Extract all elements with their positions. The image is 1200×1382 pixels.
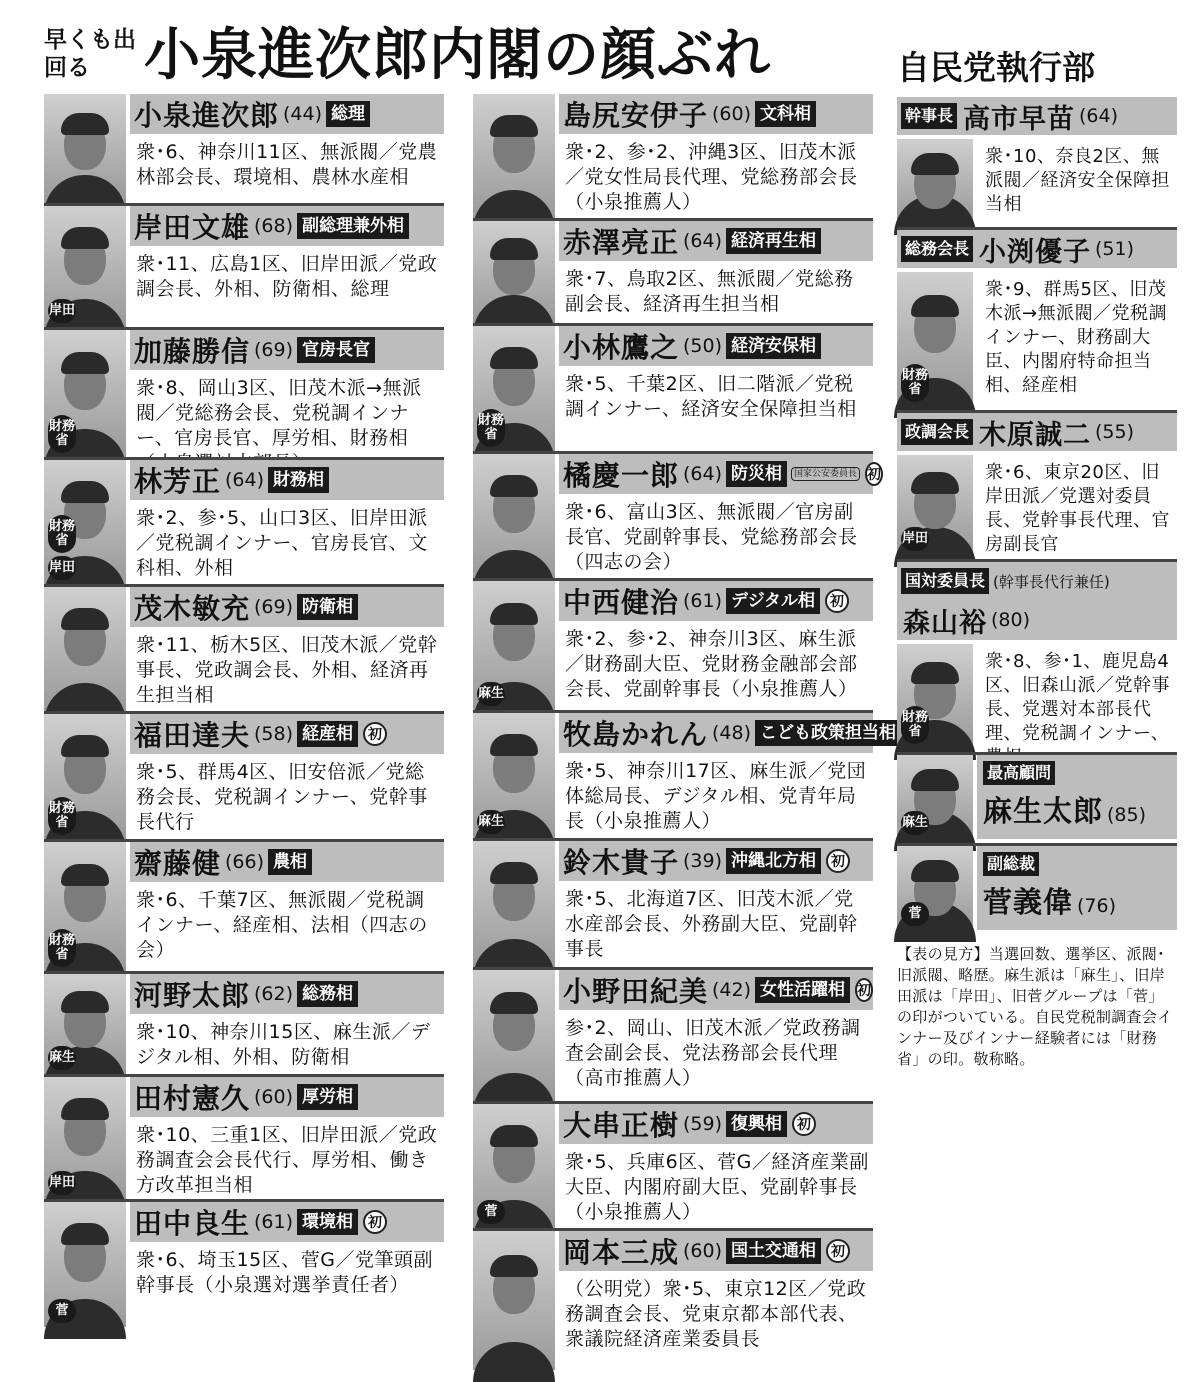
first-appointment-mark: 初 xyxy=(825,589,849,613)
portrait-photo xyxy=(897,755,973,839)
executive-entry xyxy=(897,410,1177,555)
cabinet-post-label: 経済安保相 xyxy=(726,333,821,359)
minister-name: 河野太郎 xyxy=(134,979,251,1012)
minister-name: 岸田文雄 xyxy=(134,211,251,244)
portrait-hair xyxy=(490,347,538,369)
portrait-hair xyxy=(61,864,109,886)
portrait-photo xyxy=(473,1231,555,1370)
page-title: 小泉進次郎内閣の顔ぶれ xyxy=(144,23,771,88)
portrait-photo xyxy=(473,841,555,967)
executive-bio: 衆･10、奈良2区、無派閥／経済安全保障担当相 xyxy=(985,146,1170,215)
minister-name-bar xyxy=(559,581,873,621)
minister-entry xyxy=(44,711,444,839)
minister-entry xyxy=(44,1074,444,1199)
portrait-hair xyxy=(911,295,959,317)
cabinet-post-label: 財務相 xyxy=(268,467,329,493)
first-appointment-mark: 初 xyxy=(792,1112,816,1136)
minister-age: (60) xyxy=(712,103,752,125)
faction-badge: 財務省 xyxy=(477,409,505,447)
first-appointment-mark: 初 xyxy=(826,849,850,873)
minister-name: 小林鷹之 xyxy=(563,331,680,364)
executive-body xyxy=(897,640,1177,748)
portrait-photo xyxy=(44,206,126,327)
portrait-hair xyxy=(61,735,109,757)
faction-badge: 財務省 xyxy=(48,415,76,453)
faction-badges xyxy=(901,364,929,402)
minister-name: 茂木敏充 xyxy=(134,592,251,625)
executive-title-bar xyxy=(897,230,1177,268)
minister-bio: 衆･6、千葉7区、無派閥／党税調インナー、経産相、法相（四志の会） xyxy=(136,889,428,961)
page-header xyxy=(44,22,884,92)
portrait-shoulders xyxy=(473,1342,555,1382)
faction-badges xyxy=(48,797,76,835)
minister-entry xyxy=(473,578,873,710)
faction-badges xyxy=(48,1046,76,1070)
portrait-photo xyxy=(473,713,555,838)
portrait-hair xyxy=(490,1255,538,1277)
party-post-label: 政調会長 xyxy=(901,419,973,445)
portrait-hair xyxy=(490,862,538,884)
faction-badge: 財務省 xyxy=(48,929,76,967)
minister-entry xyxy=(44,971,444,1074)
exec-column xyxy=(897,97,1177,1070)
portrait-photo xyxy=(473,221,555,323)
first-appointment-mark: 初 xyxy=(865,462,883,486)
faction-badge: 岸田 xyxy=(901,527,929,551)
minister-bio: 衆･10、三重1区、旧岸田派／党政務調査会会長代行、厚労相、働き方改革担当相 xyxy=(136,1124,438,1196)
minister-bio: 衆･2、参･5、山口3区、旧岸田派／党税調インナー、官房長官、文科相、外相 xyxy=(136,507,428,579)
minister-name-bar xyxy=(559,1231,873,1271)
faction-badges xyxy=(48,929,76,967)
portrait-photo xyxy=(473,581,555,710)
advisor-age: (85) xyxy=(1107,804,1147,826)
minister-entry xyxy=(44,327,444,457)
cabinet-post-label: 女性活躍相 xyxy=(755,977,850,1003)
faction-badges xyxy=(477,1200,505,1224)
minister-age: (69) xyxy=(254,339,294,361)
portrait-photo xyxy=(897,846,973,930)
minister-bio: 衆･5、兵庫6区、菅G／経済産業副大臣、内閣府副大臣、党副幹事長（小泉推薦人） xyxy=(565,1151,869,1223)
minister-name-bar xyxy=(130,1077,444,1117)
legend-note: 【表の見方】当選回数、選挙区、派閥･旧派閥、略歴。麻生派は「麻生」、旧岸田派は「岸田」、旧菅グループは「菅」の印がついている。自民党税制調査会インナー及びインナー経験者には「財務省」の印。敬称略。 xyxy=(897,945,1173,1068)
minister-entry xyxy=(473,94,873,218)
portrait-hair xyxy=(911,153,959,175)
minister-entry xyxy=(473,967,873,1101)
faction-badge: 岸田 xyxy=(48,556,76,580)
advisor-info xyxy=(977,846,1177,930)
minister-bio: 衆･8、岡山3区、旧茂木派→無派閥／党総務会長、党税調インナー、官房長官、厚労相、財務相 xyxy=(136,377,422,449)
portrait-photo xyxy=(44,330,126,457)
portrait-photo xyxy=(473,970,555,1101)
minister-bio: 衆･10、神奈川15区、麻生派／デジタル相、外相、防衛相 xyxy=(136,1021,431,1068)
minister-entry xyxy=(44,203,444,327)
concurrent-post-note: 国家公安委員長 xyxy=(791,467,860,481)
executive-body xyxy=(897,135,1177,223)
minister-name-bar xyxy=(559,326,873,366)
faction-badge: 麻生 xyxy=(48,1046,76,1070)
minister-name: 齋藤健 xyxy=(134,847,222,880)
minister-bio: 衆･6、富山3区、無派閥／官房副長官、党副幹事長、党総務部会長（四志の会） xyxy=(565,501,858,573)
faction-badge: 財務省 xyxy=(901,364,929,402)
minister-name-bar xyxy=(130,206,444,246)
executive-title-bar xyxy=(897,97,1177,135)
minister-entry xyxy=(473,710,897,838)
portrait-photo xyxy=(473,454,555,578)
cabinet-post-label: 環境相 xyxy=(297,1209,358,1235)
portrait-hair xyxy=(61,481,109,503)
minister-entry xyxy=(473,218,873,323)
portrait-hair xyxy=(61,352,109,374)
minister-name-bar xyxy=(130,94,444,134)
faction-badges xyxy=(48,515,76,580)
minister-name-bar xyxy=(130,1202,444,1242)
portrait-photo xyxy=(473,94,555,218)
executive-title-bar xyxy=(897,562,1177,600)
executive-name-row xyxy=(897,600,1177,640)
cabinet-post-label: 経済再生相 xyxy=(726,228,821,254)
minister-name: 岡本三成 xyxy=(563,1236,680,1269)
cabinet-post-label: 農相 xyxy=(268,849,312,875)
faction-badge: 財務省 xyxy=(48,797,76,835)
minister-entry xyxy=(473,451,882,578)
executive-name: 森山裕 xyxy=(903,607,987,639)
cabinet-post-label: 復興相 xyxy=(726,1111,787,1137)
minister-name: 大串正樹 xyxy=(563,1109,680,1142)
minister-bio: 衆･5、千葉2区、旧二階派／党税調インナー、経済安全保障担当相 xyxy=(565,373,857,420)
portrait-hair xyxy=(61,608,109,630)
cabinet-post-label: 総理 xyxy=(326,101,370,127)
minister-bio: 衆･5、神奈川17区、麻生派／党団体総局長、デジタル相、党青年局長（小泉推薦人） xyxy=(565,760,867,832)
minister-name: 赤澤亮正 xyxy=(563,226,680,259)
minister-entry xyxy=(44,94,444,203)
portrait-hair xyxy=(911,860,959,882)
party-post-label: 総務会長 xyxy=(901,236,973,262)
minister-name-bar xyxy=(559,841,873,881)
exec-section-title: 自民党執行部 xyxy=(897,48,1095,87)
advisor-entry xyxy=(897,843,1177,930)
executive-bio: 衆･6、東京20区、旧岸田派／党選対委員長、党幹事長代理、官房副長官 xyxy=(985,462,1170,555)
minister-entry xyxy=(473,838,873,967)
portrait-hair xyxy=(911,662,959,684)
minister-name: 田村憲久 xyxy=(134,1082,251,1115)
minister-age: (62) xyxy=(254,983,294,1005)
minister-bio: 衆･5、群馬4区、旧安倍派／党総務会長、党税調インナー、党幹事長代行 xyxy=(136,761,428,833)
portrait-photo xyxy=(897,272,973,406)
faction-badges xyxy=(901,706,929,744)
party-post-label: 幹事長 xyxy=(901,103,957,129)
cabinet-post-label: 国土交通相 xyxy=(726,1238,821,1264)
portrait-hair xyxy=(61,1223,109,1245)
cabinet-column-left xyxy=(44,94,444,1327)
party-post-label: 国対委員長 xyxy=(901,568,989,594)
first-appointment-mark: 初 xyxy=(363,1210,387,1234)
first-appointment-mark: 初 xyxy=(826,1239,850,1263)
faction-badge: 麻生 xyxy=(901,811,929,835)
minister-age: (42) xyxy=(712,979,752,1001)
minister-name: 加藤勝信 xyxy=(134,335,251,368)
portrait-hair xyxy=(490,475,538,497)
faction-badges xyxy=(901,902,929,926)
portrait-photo xyxy=(897,455,973,555)
faction-badge: 菅 xyxy=(901,902,929,926)
minister-age: (58) xyxy=(254,723,294,745)
minister-age: (60) xyxy=(683,1240,723,1262)
executive-entry xyxy=(897,559,1177,748)
minister-name-bar xyxy=(130,330,444,370)
header-kicker: 早くも出回る xyxy=(44,27,136,81)
executive-body xyxy=(897,268,1177,406)
portrait-hair xyxy=(490,1125,538,1147)
minister-name-bar xyxy=(559,1104,873,1144)
faction-badges xyxy=(48,1299,76,1323)
cabinet-post-label: 防衛相 xyxy=(297,594,358,620)
portrait-hair xyxy=(490,734,538,756)
portrait-photo xyxy=(44,714,126,839)
minister-age: (64) xyxy=(683,463,723,485)
executive-entry xyxy=(897,97,1177,223)
faction-badges xyxy=(901,527,929,551)
minister-age: (44) xyxy=(283,103,323,125)
portrait-hair xyxy=(490,603,538,625)
cabinet-post-label: 官房長官 xyxy=(297,337,375,363)
portrait-hair xyxy=(61,991,109,1013)
minister-name: 橘慶一郎 xyxy=(563,459,680,492)
minister-bio: 衆･6、埼玉15区、菅G／党筆頭副幹事長（小泉選対選挙責任者） xyxy=(136,1249,433,1296)
executive-name: 高市早苗 xyxy=(963,103,1076,135)
minister-entry xyxy=(473,323,873,451)
party-post-label: 最高顧問 xyxy=(983,761,1055,785)
faction-badges xyxy=(901,811,929,835)
minister-age: (66) xyxy=(225,851,265,873)
minister-bio: 衆･7、鳥取2区、無派閥／党総務副会長、経済再生担当相 xyxy=(565,268,854,315)
minister-bio: 衆･6、神奈川11区、無派閥／党農林部会長、環境相、農林水産相 xyxy=(136,141,438,188)
executive-title-bar xyxy=(897,413,1177,451)
portrait-hair xyxy=(911,472,959,494)
minister-bio: 衆･11、栃木5区、旧茂木派／党幹事長、党政調会長、外相、経済再生担当相 xyxy=(136,634,438,706)
executive-entry xyxy=(897,227,1177,406)
portrait-hair xyxy=(490,992,538,1014)
minister-name: 牧島かれん xyxy=(563,718,709,751)
cabinet-column-right xyxy=(473,94,897,1370)
minister-age: (61) xyxy=(683,590,723,612)
minister-name-bar xyxy=(130,587,444,627)
minister-entry xyxy=(44,457,444,584)
minister-bio: （公明党）衆･5、東京12区／党政務調査会長、党東京都本部代表、衆議院経済産業委員長 xyxy=(565,1278,867,1350)
cabinet-post-label: 副総理兼外相 xyxy=(297,213,409,239)
advisor-name-row xyxy=(983,880,1177,921)
portrait-photo xyxy=(473,326,555,451)
faction-badge: 麻生 xyxy=(477,682,505,706)
minister-name-bar xyxy=(559,94,873,134)
portrait-photo xyxy=(473,1104,555,1228)
portrait-photo xyxy=(44,94,126,203)
faction-badge: 麻生 xyxy=(477,810,505,834)
cabinet-post-label: 総務相 xyxy=(297,981,358,1007)
executive-age: (51) xyxy=(1095,238,1135,260)
minister-entry xyxy=(44,839,444,971)
minister-name-bar xyxy=(130,842,444,882)
minister-name-bar xyxy=(559,713,897,753)
portrait-photo xyxy=(44,974,126,1074)
portrait-hair xyxy=(61,1098,109,1120)
portrait-photo xyxy=(44,842,126,971)
portrait-hair xyxy=(911,769,959,791)
minister-entry xyxy=(44,1199,444,1327)
minister-age: (64) xyxy=(683,230,723,252)
faction-badges xyxy=(477,682,505,706)
faction-badges xyxy=(477,810,505,834)
portrait-hair xyxy=(490,115,538,137)
minister-bio: 衆･11、広島1区、旧岸田派／党政調会長、外相、防衛相、総理 xyxy=(136,253,438,300)
faction-badges xyxy=(48,415,76,453)
minister-name: 小野田紀美 xyxy=(563,975,709,1008)
advisor-info xyxy=(977,755,1177,839)
executive-age: (55) xyxy=(1095,421,1135,443)
advisor-name: 麻生太郎 xyxy=(983,794,1104,828)
minister-age: (59) xyxy=(683,1113,723,1135)
advisor-age: (76) xyxy=(1077,895,1117,917)
minister-age: (39) xyxy=(683,850,723,872)
minister-age: (61) xyxy=(254,1211,294,1233)
minister-age: (64) xyxy=(225,469,265,491)
minister-name: 中西健治 xyxy=(563,586,680,619)
minister-name-bar xyxy=(130,714,444,754)
executive-bio: 衆･8、参･1、鹿児島4区、旧森山派／党幹事長、党選対本部長代理、党税調インナー、 xyxy=(985,651,1170,744)
portrait-photo xyxy=(44,1077,126,1199)
faction-badge: 財務省 xyxy=(48,515,76,553)
minister-entry xyxy=(473,1228,873,1370)
minister-name-bar xyxy=(559,454,882,494)
first-appointment-mark: 初 xyxy=(855,978,873,1002)
executive-name: 木原誠二 xyxy=(979,419,1092,451)
cabinet-post-label: 文科相 xyxy=(755,101,816,127)
minister-bio: 衆･5、北海道7区、旧茂木派／党水産部会長、外務副大臣、党副幹事長 xyxy=(565,888,858,960)
minister-name: 鈴木貴子 xyxy=(563,846,680,879)
minister-name-bar xyxy=(130,974,444,1014)
portrait-photo xyxy=(897,644,973,748)
advisor-entry xyxy=(897,752,1177,839)
cabinet-post-label: 経産相 xyxy=(297,721,358,747)
minister-age: (69) xyxy=(254,596,294,618)
faction-badge: 菅 xyxy=(477,1200,505,1224)
faction-badge: 財務省 xyxy=(901,706,929,744)
portrait-hair xyxy=(490,238,538,260)
executive-bio: 衆･9、群馬5区、旧茂木派→無派閥／党税調インナー、財務副大臣、内閣府特命担当相、経産相 xyxy=(985,279,1168,396)
executive-age: (64) xyxy=(1079,105,1119,127)
faction-badges xyxy=(48,1171,76,1195)
minister-name-bar xyxy=(559,221,873,261)
minister-name: 島尻安伊子 xyxy=(563,99,709,132)
minister-name: 福田達夫 xyxy=(134,719,251,752)
cabinet-post-label: 厚労相 xyxy=(297,1084,358,1110)
minister-name-bar xyxy=(559,970,873,1010)
faction-badge: 岸田 xyxy=(48,299,76,323)
faction-badges xyxy=(48,299,76,323)
portrait-photo xyxy=(44,460,126,584)
party-post-label: 副総裁 xyxy=(983,852,1039,876)
advisor-name-row xyxy=(983,789,1177,830)
minister-name: 林芳正 xyxy=(134,465,222,498)
portrait-photo xyxy=(44,587,126,711)
cabinet-post-label: こども政策担当相 xyxy=(755,720,901,746)
executive-body xyxy=(897,451,1177,555)
cabinet-post-label: 沖縄北方相 xyxy=(726,848,821,874)
minister-age: (50) xyxy=(683,335,723,357)
portrait-hair xyxy=(61,227,109,249)
cabinet-post-label: デジタル相 xyxy=(726,588,820,614)
minister-age: (48) xyxy=(712,722,752,744)
minister-name: 田中良生 xyxy=(134,1207,251,1240)
concurrent-post-note: (幹事長代行兼任) xyxy=(993,572,1110,591)
minister-bio: 参･2、岡山、旧茂木派／党政務調査会副会長、党法務部会長代理（高市推薦人） xyxy=(565,1017,861,1089)
minister-entry xyxy=(473,1101,873,1228)
faction-badge: 岸田 xyxy=(48,1171,76,1195)
faction-badge: 菅 xyxy=(48,1299,76,1323)
minister-bio: 衆･2、参･2、神奈川3区、麻生派／財務副大臣、党財務金融部会部会長、党副幹事長（小泉推薦人） xyxy=(565,628,858,700)
first-appointment-mark: 初 xyxy=(363,722,387,746)
portrait-hair xyxy=(61,113,109,135)
portrait-photo xyxy=(44,1202,126,1327)
minister-name-bar xyxy=(130,460,444,500)
advisor-name: 菅義偉 xyxy=(983,885,1074,919)
minister-age: (60) xyxy=(254,1086,294,1108)
minister-name: 小泉進次郎 xyxy=(134,99,280,132)
minister-bio: 衆･2、参･2、沖縄3区、旧茂木派／党女性局長代理、党総務部会長（小泉推薦人） xyxy=(565,141,858,213)
executive-name: 小渕優子 xyxy=(979,236,1092,268)
minister-entry xyxy=(44,584,444,711)
minister-age: (68) xyxy=(254,215,294,237)
faction-badges xyxy=(477,409,505,447)
executive-age: (80) xyxy=(991,609,1031,631)
cabinet-post-label: 防災相 xyxy=(726,461,787,487)
portrait-photo xyxy=(897,139,973,223)
